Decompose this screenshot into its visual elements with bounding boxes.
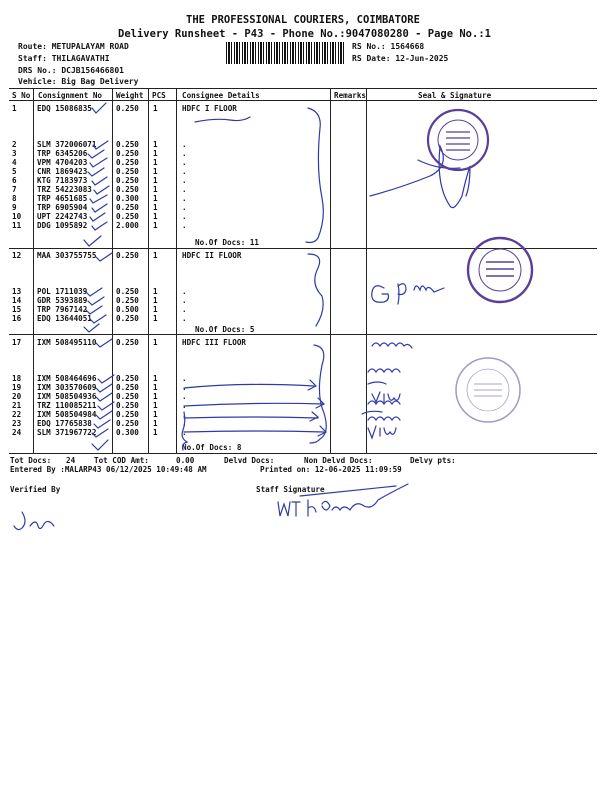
row-sno: 8	[12, 194, 17, 203]
row-sno: 13	[12, 287, 22, 296]
row-pcs: 1	[153, 194, 158, 203]
row-sno: 24	[12, 428, 22, 437]
row-consignment: IXM 508504984	[37, 410, 97, 419]
row-consignment: SLM 371967722	[37, 428, 97, 437]
seal-stamp	[468, 238, 532, 302]
row-pcs: 1	[153, 167, 158, 176]
row-consignment: TRP 4651685	[37, 194, 88, 203]
row-consignee-dot: .	[182, 194, 187, 203]
non-delivered-docs-label: Non Delvd Docs:	[304, 456, 373, 465]
signature-scribble	[414, 286, 444, 292]
signature-scribble	[368, 426, 396, 438]
rs-date: RS Date: 12-Jun-2025	[352, 54, 449, 63]
bracket-mark	[310, 345, 326, 443]
row-sno: 6	[12, 176, 17, 185]
row-pcs: 1	[153, 410, 158, 419]
row-pcs: 1	[153, 149, 158, 158]
arrow-head	[308, 380, 316, 390]
arrow-line	[184, 431, 324, 432]
row-consignee-dot: .	[182, 401, 187, 410]
arrow-line	[184, 417, 318, 418]
drs-number: DRS No.: DCJB156466801	[18, 66, 124, 75]
row-pcs: 1	[153, 419, 158, 428]
row-consignment: TRZ 54223083	[37, 185, 92, 194]
seal-stamp-center	[446, 132, 470, 150]
bracket-mark	[308, 254, 323, 326]
row-pcs: 1	[153, 203, 158, 212]
signature-scribble	[372, 343, 412, 348]
row-weight: 0.250	[116, 314, 139, 323]
staff-signature-label: Staff Signature	[256, 485, 325, 494]
row-consignment: TRP 7967142	[37, 305, 88, 314]
row-consignment: MAA 303755755	[37, 251, 97, 260]
row-consignee-dot: .	[182, 383, 187, 392]
check-mark	[92, 440, 108, 450]
check-mark	[96, 384, 112, 392]
row-sno: 21	[12, 401, 22, 410]
printed-on: Printed on: 12-06-2025 11:09:59	[260, 465, 402, 474]
route-label: Route: METUPALAYAM ROAD	[18, 42, 129, 51]
col-header-remarks: Remarks	[334, 91, 367, 100]
row-pcs: 1	[153, 176, 158, 185]
row-consignee-dot: .	[182, 314, 187, 323]
row-pcs: 1	[153, 221, 158, 230]
row-weight: 0.250	[116, 158, 139, 167]
check-mark	[88, 297, 104, 305]
row-pcs: 1	[153, 296, 158, 305]
row-consignment: GDR 5393889	[37, 296, 88, 305]
row-pcs: 1	[153, 314, 158, 323]
row-sno: 12	[12, 251, 22, 260]
check-mark	[98, 402, 114, 410]
seal-stamp-center	[474, 384, 502, 396]
check-mark	[93, 141, 108, 149]
col-header-seal-signature: Seal & Signature	[418, 91, 492, 100]
col-header-pcs: PCS	[152, 91, 166, 100]
consignee-name: HDFC II FLOOR	[182, 251, 242, 260]
row-consignment: TRP 6345206	[37, 149, 88, 158]
row-consignment: CNR 1869423	[37, 167, 88, 176]
total-cod-label: Tot COD Amt:	[94, 456, 149, 465]
staff-label: Staff: THILAGAVATHI	[18, 54, 110, 63]
signature-scribble	[368, 369, 400, 372]
row-weight: 0.250	[116, 167, 139, 176]
total-docs-value: 24	[66, 456, 76, 465]
row-sno: 20	[12, 392, 22, 401]
row-consignee-dot: .	[182, 305, 187, 314]
row-weight: 0.250	[116, 296, 139, 305]
row-consignee-dot: .	[182, 296, 187, 305]
row-consignee-dot: .	[182, 149, 187, 158]
row-sno: 2	[12, 140, 17, 149]
row-weight: 0.250	[116, 419, 139, 428]
seal-stamp-inner	[438, 120, 478, 160]
row-consignment: TRZ 110085211	[37, 401, 97, 410]
col-header-consignee: Consignee Details	[182, 91, 260, 100]
row-pcs: 1	[153, 140, 158, 149]
check-mark	[90, 158, 107, 167]
check-mark	[98, 375, 114, 383]
row-weight: 0.250	[116, 410, 139, 419]
seal-stamp	[428, 110, 488, 170]
row-pcs: 1	[153, 158, 158, 167]
check-mark	[96, 393, 112, 401]
check-mark	[86, 288, 102, 296]
check-mark	[96, 411, 112, 419]
row-pcs: 1	[153, 251, 158, 260]
total-cod-value: 0.00	[176, 456, 195, 465]
row-pcs: 1	[153, 305, 158, 314]
row-pcs: 1	[153, 338, 158, 347]
signature-scribble	[362, 411, 382, 414]
signature-scribble	[398, 284, 406, 304]
row-weight: 0.500	[116, 305, 139, 314]
check-mark	[94, 186, 109, 194]
docs-count: No.Of Docs: 8	[182, 443, 242, 452]
row-consignment: TRP 6905904	[37, 203, 88, 212]
row-weight: 0.300	[116, 194, 139, 203]
consignee-name: HDFC I FLOOR	[182, 104, 237, 113]
row-sno: 22	[12, 410, 22, 419]
row-consignment: IXM 508504936	[37, 392, 97, 401]
row-consignment: SLM 372006071	[37, 140, 97, 149]
row-weight: 0.250	[116, 203, 139, 212]
row-consignee-dot: .	[182, 167, 187, 176]
row-consignee-dot: .	[182, 221, 187, 230]
row-pcs: 1	[153, 428, 158, 437]
row-pcs: 1	[153, 392, 158, 401]
arrow-line	[184, 384, 314, 388]
row-consignee-dot: .	[182, 287, 187, 296]
row-weight: 0.250	[116, 176, 139, 185]
row-weight: 0.250	[116, 383, 139, 392]
signature-scribble	[368, 417, 400, 420]
check-mark	[94, 420, 110, 428]
row-consignee-dot: .	[182, 419, 187, 428]
total-docs-label: Tot Docs:	[10, 456, 52, 465]
verified-by-label: Verified By	[10, 485, 61, 494]
entered-by: Entered By :MALARP43 06/12/2025 10:49:48 AM	[10, 465, 207, 474]
check-mark	[90, 213, 105, 221]
row-weight: 0.250	[116, 104, 139, 113]
row-sno: 17	[12, 338, 22, 347]
row-pcs: 1	[153, 185, 158, 194]
check-mark	[92, 222, 107, 230]
row-sno: 10	[12, 212, 22, 221]
consignee-name: HDFC III FLOOR	[182, 338, 247, 347]
row-pcs: 1	[153, 383, 158, 392]
row-weight: 0.250	[116, 251, 139, 260]
row-sno: 19	[12, 383, 22, 392]
row-weight: 0.250	[116, 392, 139, 401]
row-weight: 0.250	[116, 212, 139, 221]
check-mark	[84, 324, 99, 332]
bracket-mark	[306, 108, 323, 243]
check-mark	[88, 168, 104, 176]
row-sno: 14	[12, 296, 22, 305]
check-mark	[90, 195, 107, 203]
row-consignment: EDQ 15086835	[37, 104, 92, 113]
check-mark	[84, 236, 101, 246]
row-consignee-dot: .	[182, 410, 187, 419]
row-sno: 23	[12, 419, 22, 428]
delivery-points-label: Delvy pts:	[410, 456, 456, 465]
row-consignment: UPT 2242743	[37, 212, 88, 221]
company-title: THE PROFESSIONAL COURIERS, COIMBATORE	[186, 14, 420, 26]
signature-scribble	[368, 382, 386, 384]
row-consignment: IXM 303570609	[37, 383, 97, 392]
pen-scribble	[195, 117, 250, 122]
row-sno: 11	[12, 221, 22, 230]
row-weight: 0.250	[116, 374, 139, 383]
row-consignment: IXM 508464696	[37, 374, 97, 383]
col-header-sno: S No	[12, 91, 31, 100]
row-consignment: IXM 508495110	[37, 338, 97, 347]
row-consignment: KTG 7183973	[37, 176, 88, 185]
row-sno: 15	[12, 305, 22, 314]
row-sno: 5	[12, 167, 17, 176]
row-consignee-dot: .	[182, 176, 187, 185]
row-pcs: 1	[153, 287, 158, 296]
row-sno: 7	[12, 185, 17, 194]
row-consignee-dot: .	[182, 185, 187, 194]
row-consignment: EDQ 13644051	[37, 314, 92, 323]
arrow-line	[184, 403, 324, 406]
seal-stamp-inner	[479, 249, 521, 291]
check-mark	[86, 306, 102, 314]
rs-number: RS No.: 1564668	[352, 42, 425, 51]
check-mark	[96, 253, 112, 261]
row-pcs: 1	[153, 401, 158, 410]
vehicle-label: Vehicle: Big Bag Delivery	[18, 77, 139, 86]
row-sno: 18	[12, 374, 22, 383]
row-consignment: EDQ 17765838	[37, 419, 92, 428]
col-header-weight: Weight	[116, 91, 144, 100]
row-pcs: 1	[153, 212, 158, 221]
check-mark	[92, 177, 107, 185]
check-mark	[92, 204, 107, 212]
row-consignment: DDG 1095892	[37, 221, 88, 230]
row-weight: 0.250	[116, 140, 139, 149]
col-header-consignment: Consignment No	[38, 91, 103, 100]
seal-stamp-center	[486, 262, 514, 276]
docs-count: No.Of Docs: 11	[195, 238, 260, 247]
row-pcs: 1	[153, 374, 158, 383]
check-mark	[92, 103, 106, 113]
row-sno: 1	[12, 104, 17, 113]
row-weight: 2.000	[116, 221, 139, 230]
row-weight: 0.250	[116, 185, 139, 194]
docs-count: No.Of Docs: 5	[195, 325, 255, 334]
check-mark	[92, 429, 108, 437]
runsheet-subtitle: Delivery Runsheet - P43 - Phone No.:9047080280 - Page No.:1	[118, 28, 491, 40]
row-pcs: 1	[153, 104, 158, 113]
row-sno: 9	[12, 203, 17, 212]
check-mark	[88, 150, 104, 158]
row-consignee-dot: .	[182, 392, 187, 401]
row-consignee-dot: .	[182, 212, 187, 221]
check-mark	[90, 315, 106, 323]
arrow-head	[316, 398, 324, 408]
row-sno: 4	[12, 158, 17, 167]
row-consignee-dot: .	[182, 158, 187, 167]
row-consignee-dot: .	[182, 374, 187, 383]
row-weight: 0.250	[116, 401, 139, 410]
row-sno: 16	[12, 314, 22, 323]
signature-scribble	[372, 286, 389, 303]
verifier-signature	[14, 512, 54, 530]
row-consignee-dot: .	[182, 203, 187, 212]
check-mark	[96, 339, 112, 347]
row-consignment: POL 1711039	[37, 287, 88, 296]
row-weight: 0.300	[116, 428, 139, 437]
row-sno: 3	[12, 149, 17, 158]
row-consignee-dot: .	[182, 140, 187, 149]
row-weight: 0.250	[116, 338, 139, 347]
row-consignment: VPM 4704203	[37, 158, 88, 167]
signature-scribble	[370, 146, 470, 208]
row-weight: 0.250	[116, 287, 139, 296]
row-weight: 0.250	[116, 149, 139, 158]
delivered-docs-label: Delvd Docs:	[224, 456, 275, 465]
row-consignee-dot: .	[182, 428, 187, 437]
arrow-head	[310, 412, 318, 421]
